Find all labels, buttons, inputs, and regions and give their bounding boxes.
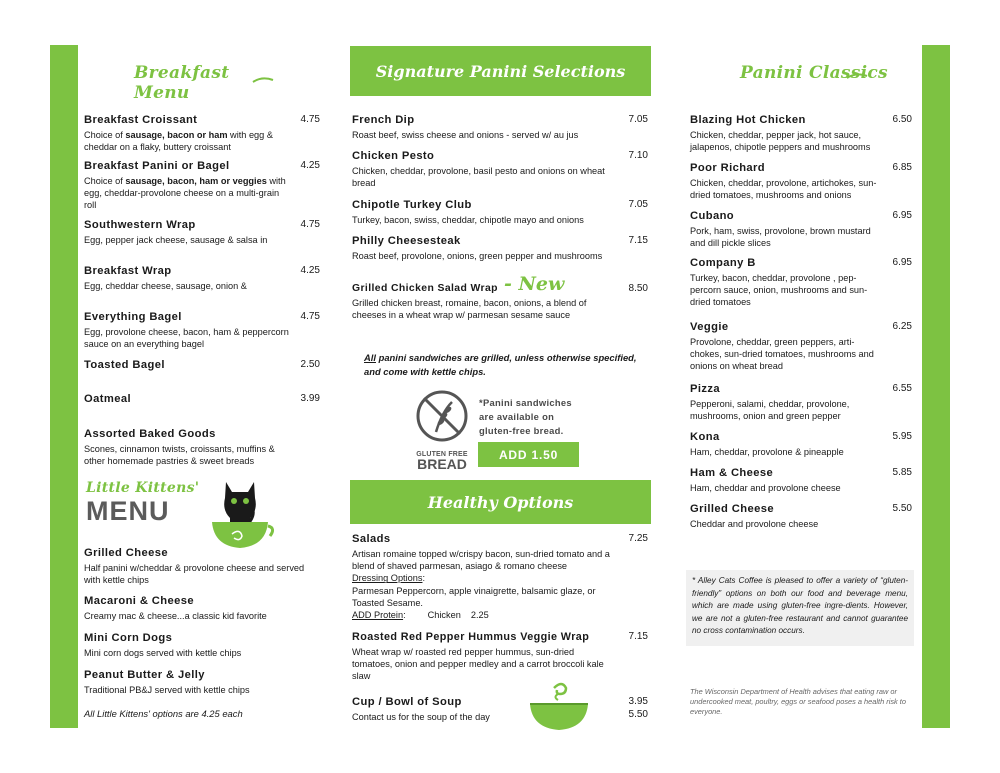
item-name: Breakfast Wrap: [84, 265, 172, 277]
item-price: 6.85: [892, 162, 912, 173]
signature-title: Signature Panini Selections: [375, 61, 626, 81]
menu-item: [352, 696, 648, 723]
healthy-column: [352, 0, 648, 773]
item-price: 4.25: [300, 160, 320, 171]
menu-item: [84, 160, 320, 212]
item-desc: Roast beef, provolone, onions, green pepper and mushrooms: [352, 251, 603, 261]
item-name: Kona: [690, 431, 720, 443]
item-desc: Scones, cinnamon twists, croissants, muffins & other homemade pastries & sweet breads: [84, 444, 275, 467]
menu-item: [84, 311, 320, 350]
gluten-free-text: *Panini sandwiches are available on gluten-free bread.: [479, 397, 572, 436]
item-name: Grilled Cheese: [84, 547, 168, 559]
menu-item: [84, 428, 320, 467]
item-desc: Egg, cheddar cheese, sausage, onion &: [84, 281, 247, 291]
item-price: 5.85: [892, 467, 912, 478]
menu-item: [84, 114, 320, 153]
item-name: Pizza: [690, 383, 720, 395]
menu-item: [84, 669, 320, 696]
item-desc: Egg, pepper jack cheese, sausage & salsa in: [84, 235, 268, 245]
item-name: Company B: [690, 257, 756, 269]
kittens-footer: All Little Kittens' options are 4.25 each: [84, 708, 243, 719]
menu-item: [690, 321, 912, 373]
item-desc: Artisan romaine topped w/crispy bacon, sun-dried tomato and a blend of shaved parmesan, asiago & romano cheese Dressing Options: Parmesan Peppercorn, apple vinaigrette, balsamic glaze, or Toasted Sesame. ADD Protein: Chicken 2.25: [352, 549, 610, 621]
item-desc: Half panini w/cheddar & provolone cheese and served with kettle chips: [84, 563, 305, 586]
breakfast-title: Breakfast Menu: [134, 63, 230, 103]
title-swash-icon: [252, 76, 274, 84]
item-name: Grilled Cheese: [690, 503, 774, 515]
new-tag: - New: [504, 273, 565, 295]
item-desc: Contact us for the soup of the day: [352, 712, 490, 722]
menu-item: [352, 533, 648, 621]
menu-item: [84, 219, 320, 246]
item-price: 3.95: [628, 696, 648, 707]
item-name: Chicken Pesto: [352, 150, 435, 162]
right-green-border: [922, 45, 950, 728]
menu-item: [84, 595, 320, 622]
classics-column: [690, 0, 912, 773]
menu-item: [690, 257, 912, 309]
item-desc: Choice of sausage, bacon, ham or veggies with egg, cheddar-provolone cheese on a multi-grain roll: [84, 176, 286, 211]
item-price: 6.55: [892, 383, 912, 394]
item-price: 8.50: [628, 283, 648, 294]
menu-item: [84, 265, 320, 292]
item-desc: Choice of sausage, bacon or ham with egg & cheddar on a flaky, buttery croissant: [84, 130, 273, 153]
kittens-logo-top: Little Kittens': [86, 480, 200, 496]
item-price: 6.50: [892, 114, 912, 125]
gluten-free-logo-small: GLUTEN FREE: [416, 451, 468, 458]
item-desc: Pork, ham, swiss, provolone, brown mustard and dill pickle slices: [690, 226, 871, 249]
item-desc: Roast beef, swiss cheese and onions - served w/ au jus: [352, 130, 579, 140]
item-desc: Turkey, bacon, swiss, cheddar, chipotle mayo and onions: [352, 215, 584, 225]
menu-item: [690, 383, 912, 422]
item-name: Veggie: [690, 321, 729, 333]
item-name: Ham & Cheese: [690, 467, 774, 479]
item-price: 7.05: [628, 114, 648, 125]
item-name: Grilled Chicken Salad Wrap: [352, 283, 498, 294]
item-desc: Chicken, cheddar, pepper jack, hot sauce, jalapenos, chipotle peppers and mushrooms: [690, 130, 871, 153]
menu-item: [352, 631, 648, 683]
item-price: 7.15: [628, 235, 648, 246]
menu-item: [84, 632, 320, 659]
item-price: 3.99: [300, 393, 320, 404]
panini-note: All panini sandwiches are grilled, unless otherwise specified, and come with kettle chips.: [364, 352, 637, 377]
item-name: Philly Cheesesteak: [352, 235, 461, 247]
item-name: Oatmeal: [84, 393, 131, 405]
add-gluten-free-button: ADD 1.50: [478, 442, 579, 467]
item-desc: Creamy mac & cheese...a classic kid favorite: [84, 611, 267, 621]
item-name: Assorted Baked Goods: [84, 428, 216, 440]
item-desc: Mini corn dogs served with kettle chips: [84, 648, 242, 658]
item-name: Salads: [352, 533, 391, 545]
item-price: 4.25: [300, 265, 320, 276]
gluten-friendly-note: * Alley Cats Coffee is pleased to offer a variety of “gluten-friendly” options on both our food and beverage menu, which are made using gluten-free ingre-dients. However, we are not a gluten-free restaurant and cannot guarantee no cross contamination occurs.: [686, 570, 914, 646]
healthy-title: Healthy Options: [427, 492, 574, 512]
item-price: 4.75: [300, 114, 320, 125]
item-price: 5.50: [892, 503, 912, 514]
gluten-free-logo-big: BREAD: [417, 456, 467, 472]
item-desc: Chicken, cheddar, provolone, artichokes, sun-dried tomatoes, mushrooms and onions: [690, 178, 877, 201]
item-name: Cup / Bowl of Soup: [352, 696, 462, 708]
item-name: French Dip: [352, 114, 415, 126]
item-price: 6.95: [892, 257, 912, 268]
menu-item: [84, 547, 320, 586]
item-desc: Ham, cheddar, provolone & pineapple: [690, 447, 844, 457]
black-cat-icon: [210, 474, 276, 550]
item-desc: Provolone, cheddar, green peppers, arti-chokes, sun-dried tomatoes, mushrooms and onions on wheat bread: [690, 337, 874, 372]
item-price: 2.50: [300, 359, 320, 370]
kittens-logo: [86, 480, 216, 526]
kittens-logo-bottom: MENU: [86, 496, 170, 526]
item-desc: Pepperoni, salami, cheddar, provolone, mushrooms, onion and green pepper: [690, 399, 850, 422]
item-desc: Turkey, bacon, cheddar, provolone , pep-percorn sauce, onion, mushrooms and sun-dried tomatoes: [690, 273, 868, 308]
item-name: Chipotle Turkey Club: [352, 199, 472, 211]
item-name: Poor Richard: [690, 162, 766, 174]
item-price: 4.75: [300, 219, 320, 230]
green-bowl-icon: [528, 678, 590, 732]
item-name: Blazing Hot Chicken: [690, 114, 806, 126]
item-price: 7.25: [628, 533, 648, 544]
item-desc: Grilled chicken breast, romaine, bacon, onions, a blend of cheeses in a wheat wrap w/ parmesan sesame sauce: [352, 298, 587, 321]
menu-item: [690, 162, 912, 201]
item-name: Breakfast Croissant: [84, 114, 198, 126]
item-price-bowl: 5.50: [628, 709, 648, 720]
item-name: Southwestern Wrap: [84, 219, 196, 231]
breakfast-column: [84, 0, 320, 773]
item-price: 6.25: [892, 321, 912, 332]
menu-item: [690, 467, 912, 494]
item-name: Cubano: [690, 210, 735, 222]
item-name: Macaroni & Cheese: [84, 595, 195, 607]
item-desc: Egg, provolone cheese, bacon, ham & peppercorn sauce on an everything bagel: [84, 327, 289, 350]
left-green-border: [50, 45, 78, 728]
item-name: Everything Bagel: [84, 311, 182, 323]
item-desc: Traditional PB&J served with kettle chips: [84, 685, 250, 695]
menu-item: [690, 431, 912, 458]
item-price: 7.05: [628, 199, 648, 210]
item-price: 6.95: [892, 210, 912, 221]
item-price: 5.95: [892, 431, 912, 442]
item-name: Toasted Bagel: [84, 359, 165, 371]
item-desc: Chicken, cheddar, provolone, basil pesto and onions on wheat bread: [352, 166, 605, 189]
menu-item: [690, 210, 912, 249]
item-name: Peanut Butter & Jelly: [84, 669, 205, 681]
item-desc: Wheat wrap w/ roasted red pepper hummus, sun-dried tomatoes, onion and pepper medley and a carrot broccoli kale slaw: [352, 647, 604, 682]
health-advisory: The Wisconsin Department of Health advises that eating raw or undercooked meat, poultry, eggs or seafood poses a health risk to everyone.: [690, 687, 906, 716]
item-name: Mini Corn Dogs: [84, 632, 173, 644]
title-swash-icon: [846, 72, 868, 80]
item-desc: Ham, cheddar and provolone cheese: [690, 483, 841, 493]
item-name: Breakfast Panini or Bagel: [84, 160, 230, 172]
item-desc: Cheddar and provolone cheese: [690, 519, 819, 529]
menu-item: [84, 359, 320, 371]
menu-item: [690, 114, 912, 153]
item-price: 4.75: [300, 311, 320, 322]
item-price: 7.15: [628, 631, 648, 642]
item-price: 7.10: [628, 150, 648, 161]
classics-title: Panini Classics: [740, 63, 888, 83]
item-name: Roasted Red Pepper Hummus Veggie Wrap: [352, 631, 590, 643]
menu-item: [84, 393, 320, 405]
menu-item: [690, 503, 912, 530]
